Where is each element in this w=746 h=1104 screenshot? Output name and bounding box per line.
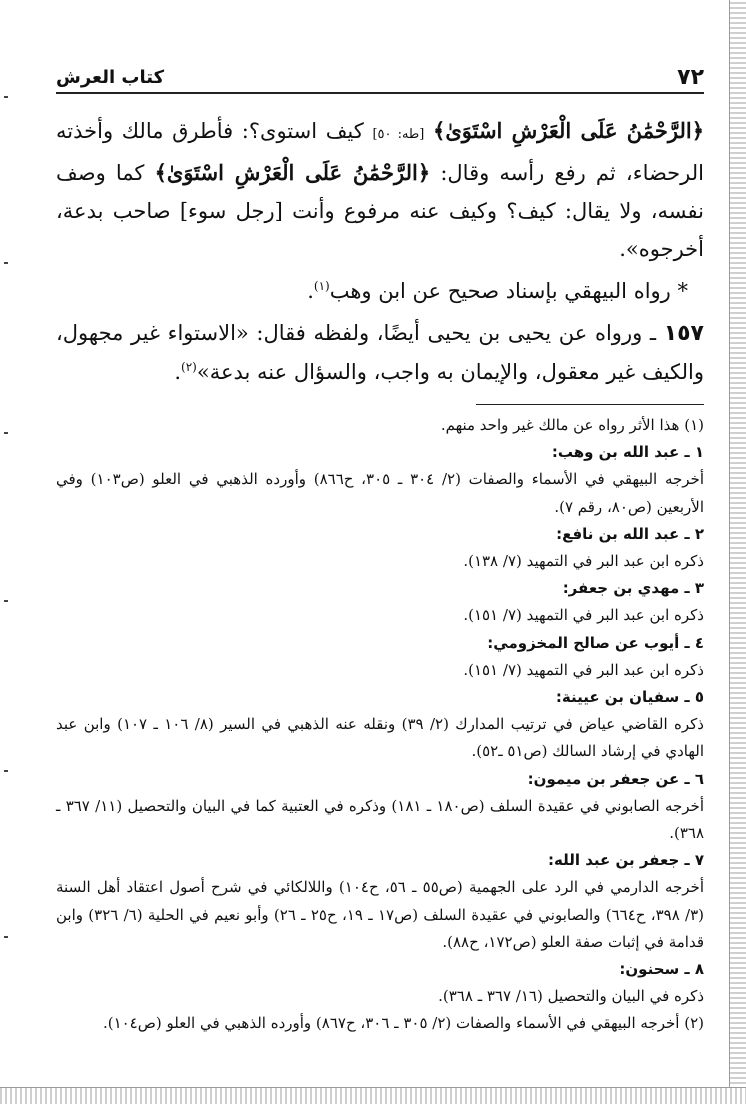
footnote-subheading: ١ ـ عبد الله بن وهب: bbox=[551, 443, 704, 462]
footnote-subheading: ٨ ـ سحنون: bbox=[619, 960, 704, 979]
footnote-body: ذكره ابن عبد البر في التمهيد (٧/ ١٥١). bbox=[463, 606, 704, 625]
footnotes bbox=[56, 412, 704, 1038]
running-title: كتاب العرش bbox=[56, 67, 165, 88]
paragraph-text: * رواه البيهقي بإسناد صحيح عن ابن وهب bbox=[329, 279, 688, 303]
footnote-body: أخرجه الدارمي في الرد على الجهمية (ص٥٥ ـ ٥٦، ح١٠٤) واللالكائي في شرح أصول اعتقاد أهل السنة (٣/ ٣٩٨، ح٦٦٤) والصابوني في عقيدة السلف (ص١٧ ـ ١٩، ح٢٥ ـ ٢٦) وأبو نعيم في الحلية (٦/ ٣٢٦) وابن قدامة في إثبات صفة العلو (ص١٧٢، ح٨٨). bbox=[56, 878, 705, 951]
paragraph-bayhaqi bbox=[56, 272, 704, 310]
footnote-body: أخرجه البيهقي في الأسماء والصفات (٢/ ٣٠٤ ـ ٣٠٥، ح٨٦٦) وأورده الذهبي في العلو (ص١٠٣) وفي الأربعين (ص٨٠، رقم ٧). bbox=[56, 470, 704, 516]
ornamental-border-right bbox=[729, 0, 746, 1104]
page-header bbox=[56, 58, 704, 94]
footnote-body: ذكره في البيان والتحصيل (١٦/ ٣٦٧ ـ ٣٦٨). bbox=[438, 987, 704, 1006]
footnote-marker: (١) bbox=[313, 279, 330, 293]
quran-verse: ﴿الرَّحْمَٰنُ عَلَى الْعَرْشِ اسْتَوَىٰ﴾ bbox=[433, 118, 705, 143]
footnote-separator bbox=[476, 404, 704, 405]
margin-mark bbox=[4, 432, 8, 434]
paragraph-text: ـ ورواه عن يحيى بن يحيى أيضًا، ولفظه فقال: «الاستواء غير مجهول، والكيف غير معقول، والإيمان به واجب، والسؤال عنه بدعة» bbox=[56, 321, 704, 384]
page-number: ٧٢ bbox=[677, 65, 704, 90]
footnote-subheading: ٣ ـ مهدي بن جعفر: bbox=[562, 579, 704, 598]
margin-mark bbox=[4, 770, 8, 772]
ornamental-border-bottom bbox=[0, 1087, 746, 1104]
verse-reference: [طه: ٥٠] bbox=[372, 127, 425, 142]
margin-mark bbox=[4, 936, 8, 938]
report-number: ١٥٧ bbox=[663, 321, 704, 346]
footnote-subheading: ٤ ـ أيوب عن صالح المخزومي: bbox=[487, 633, 704, 652]
footnote-subheading: ٥ ـ سفيان بن عيينة: bbox=[555, 688, 704, 707]
main-text bbox=[56, 112, 704, 395]
footnote-subheading: ٢ ـ عبد الله بن نافع: bbox=[556, 524, 704, 543]
footnote-marker: (٢) bbox=[181, 360, 197, 374]
quran-verse: ﴿الرَّحْمَٰنُ عَلَى الْعَرْشِ اسْتَوَىٰ﴾ bbox=[154, 160, 431, 185]
paragraph-end: . bbox=[174, 360, 182, 384]
paragraph-text: كيف استوى؟: فأطرق مالك وأخذته الرحضاء، ثم رفع رأسه وقال: bbox=[56, 119, 704, 185]
footnote-subheading: ٦ ـ عن جعفر بن ميمون: bbox=[527, 769, 704, 788]
footnote-body: ذكره ابن عبد البر في التمهيد (٧/ ١٣٨). bbox=[463, 552, 704, 571]
margin-mark bbox=[4, 96, 8, 98]
margin-mark bbox=[4, 600, 8, 602]
footnote-1-intro: (١) هذا الأثر رواه عن مالك غير واحد منهم. bbox=[440, 416, 704, 434]
footnote-body: أخرجه الصابوني في عقيدة السلف (ص١٨٠ ـ ١٨١) وذكره في العتبية كما في البيان والتحصيل (١١/ ٣٦٧ ـ ٣٦٨). bbox=[56, 796, 704, 843]
paragraph-end: . bbox=[307, 279, 314, 303]
paragraph-157 bbox=[56, 314, 704, 391]
footnote-subheading: ٧ ـ جعفر بن عبد الله: bbox=[548, 851, 704, 870]
footnote-body: ذكره القاضي عياض في ترتيب المدارك (٢/ ٣٩) ونقله عنه الذهبي في السير (٨/ ١٠٦ ـ ١٠٧) وابن عبد الهادي في إرشاد السالك (ص٥١ ـ٥٢). bbox=[56, 715, 704, 761]
paragraph-text: كما وصف نفسه، ولا يقال: كيف؟ وكيف عنه مرفوع وأنت [رجل سوء] صاحب بدعة، أخرجوه». bbox=[56, 161, 704, 261]
paragraph-malik-report bbox=[56, 112, 704, 268]
footnote-body: ذكره ابن عبد البر في التمهيد (٧/ ١٥١). bbox=[463, 660, 704, 679]
footnote-2: (٢) أخرجه البيهقي في الأسماء والصفات (٢/ ٣٠٥ ـ ٣٠٦، ح٨٦٧) وأورده الذهبي في العلو (ص١٠٤). bbox=[102, 1014, 704, 1033]
margin-mark bbox=[4, 262, 8, 264]
